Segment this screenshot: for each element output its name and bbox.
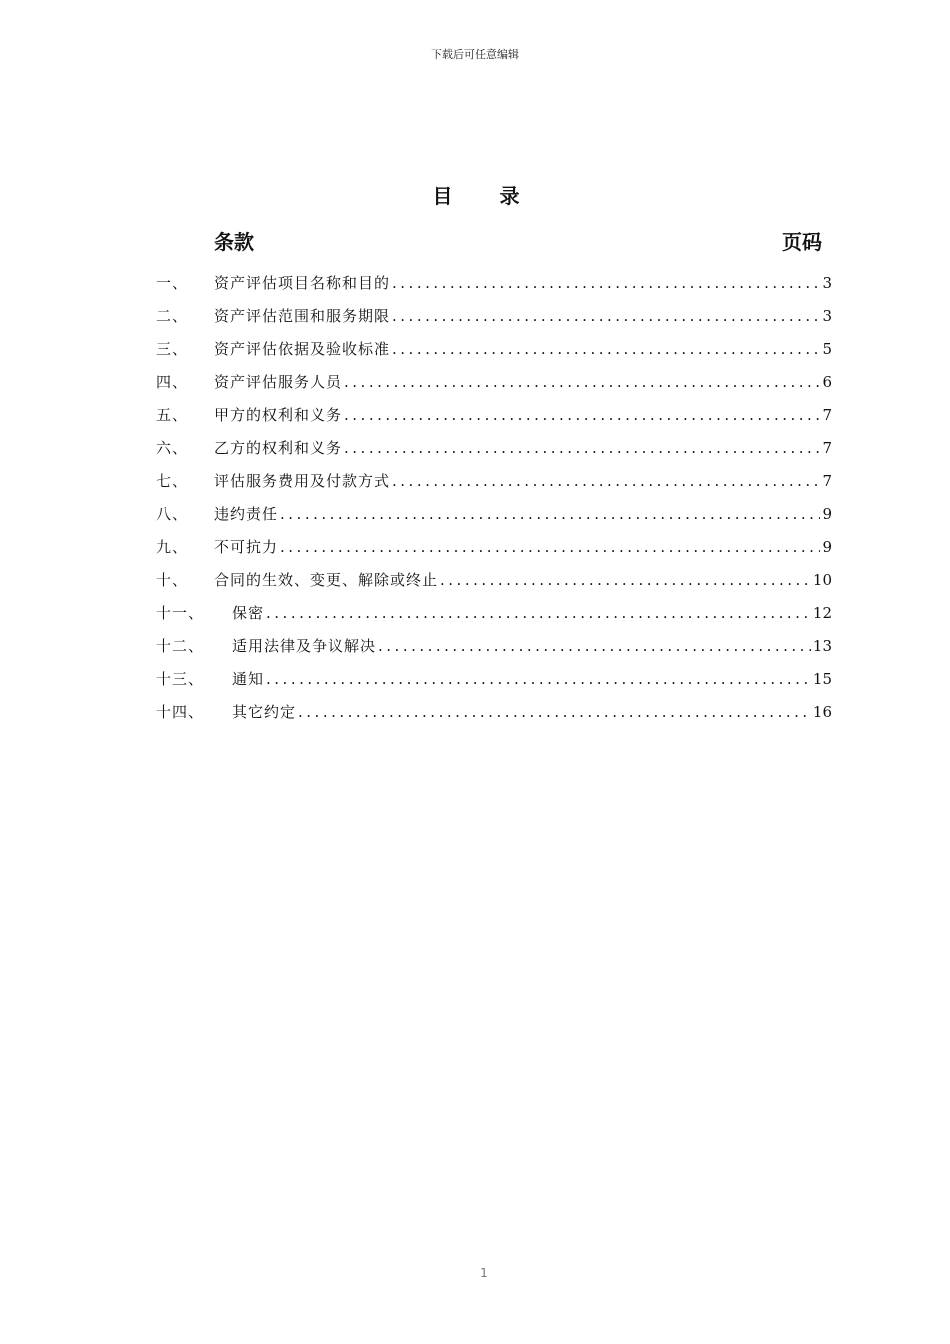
toc-entry-label: 保密 <box>232 604 265 622</box>
toc-leader-dots <box>344 406 820 424</box>
toc-entry-number: 九、 <box>156 538 189 556</box>
table-of-contents <box>156 266 832 728</box>
toc-entry-label: 资产评估项目名称和目的 <box>214 274 391 292</box>
toc-entry-number: 十三、 <box>156 670 205 688</box>
toc-entry-label: 通知 <box>232 670 265 688</box>
page-header-note: 下载后可任意编辑 <box>431 48 519 61</box>
toc-leader-dots <box>266 670 811 688</box>
column-heading-clause: 条款 <box>214 230 254 254</box>
toc-entry[interactable] <box>156 662 832 695</box>
toc-entry-label: 甲方的权利和义务 <box>214 406 343 424</box>
column-heading-page: 页码 <box>782 230 822 254</box>
toc-leader-dots <box>344 373 820 391</box>
toc-entry-label: 乙方的权利和义务 <box>214 439 343 457</box>
toc-entry-page: 10 <box>812 570 832 589</box>
toc-entry[interactable] <box>156 530 832 563</box>
toc-entry-label: 资产评估服务人员 <box>214 373 343 391</box>
toc-leader-dots <box>440 571 811 589</box>
toc-entry-label: 资产评估范围和服务期限 <box>214 307 391 325</box>
toc-entry[interactable] <box>156 497 832 530</box>
toc-entry-number: 十一、 <box>156 604 205 622</box>
toc-entry-number: 五、 <box>156 406 189 424</box>
toc-entry-label: 适用法律及争议解决 <box>232 637 377 655</box>
toc-entry[interactable] <box>156 431 832 464</box>
toc-entry-number: 七、 <box>156 472 189 490</box>
toc-entry-number: 一、 <box>156 274 189 292</box>
toc-entry-page: 7 <box>822 405 832 424</box>
toc-entry[interactable] <box>156 299 832 332</box>
toc-entry-page: 9 <box>822 537 832 556</box>
toc-leader-dots <box>266 604 811 622</box>
toc-entry-page: 12 <box>812 603 832 622</box>
toc-entry[interactable] <box>156 695 832 728</box>
toc-entry-page: 15 <box>812 669 832 688</box>
toc-entry-label: 资产评估依据及验收标准 <box>214 340 391 358</box>
toc-entry-number: 三、 <box>156 340 189 358</box>
toc-entry[interactable] <box>156 332 832 365</box>
toc-entry-page: 9 <box>822 504 832 523</box>
toc-entry-page: 6 <box>822 372 832 391</box>
toc-entry[interactable] <box>156 596 832 629</box>
toc-leader-dots <box>392 307 820 325</box>
toc-leader-dots <box>378 637 811 655</box>
toc-entry-label: 其它约定 <box>232 703 297 721</box>
toc-entry-label: 不可抗力 <box>214 538 279 556</box>
toc-leader-dots <box>392 472 820 490</box>
toc-entry[interactable] <box>156 629 832 662</box>
toc-entry-page: 16 <box>812 702 832 721</box>
toc-entry-page: 13 <box>812 636 832 655</box>
toc-entry[interactable] <box>156 464 832 497</box>
toc-entry-number: 六、 <box>156 439 189 457</box>
toc-leader-dots <box>344 439 820 457</box>
toc-entry-number: 四、 <box>156 373 189 391</box>
toc-entry-label: 评估服务费用及付款方式 <box>214 472 391 490</box>
toc-entry[interactable] <box>156 266 832 299</box>
toc-entry-number: 十四、 <box>156 703 205 721</box>
toc-entry-label: 违约责任 <box>214 505 279 523</box>
toc-entry-number: 八、 <box>156 505 189 523</box>
toc-entry-number: 二、 <box>156 307 189 325</box>
toc-entry[interactable] <box>156 563 832 596</box>
toc-leader-dots <box>280 538 820 556</box>
toc-entry-page: 3 <box>822 273 832 292</box>
toc-entry[interactable] <box>156 365 832 398</box>
toc-entry[interactable] <box>156 398 832 431</box>
toc-title: 目 录 <box>432 184 540 208</box>
toc-entry-number: 十二、 <box>156 637 205 655</box>
toc-leader-dots <box>280 505 820 523</box>
toc-entry-page: 5 <box>822 339 832 358</box>
toc-leader-dots <box>392 340 820 358</box>
toc-leader-dots <box>392 274 820 292</box>
toc-leader-dots <box>298 703 811 721</box>
toc-entry-page: 3 <box>822 306 832 325</box>
toc-entry-page: 7 <box>822 438 832 457</box>
toc-entry-number: 十、 <box>156 571 189 589</box>
toc-entry-label: 合同的生效、变更、解除或终止 <box>214 571 439 589</box>
page-number: 1 <box>480 1266 488 1280</box>
toc-entry-page: 7 <box>822 471 832 490</box>
